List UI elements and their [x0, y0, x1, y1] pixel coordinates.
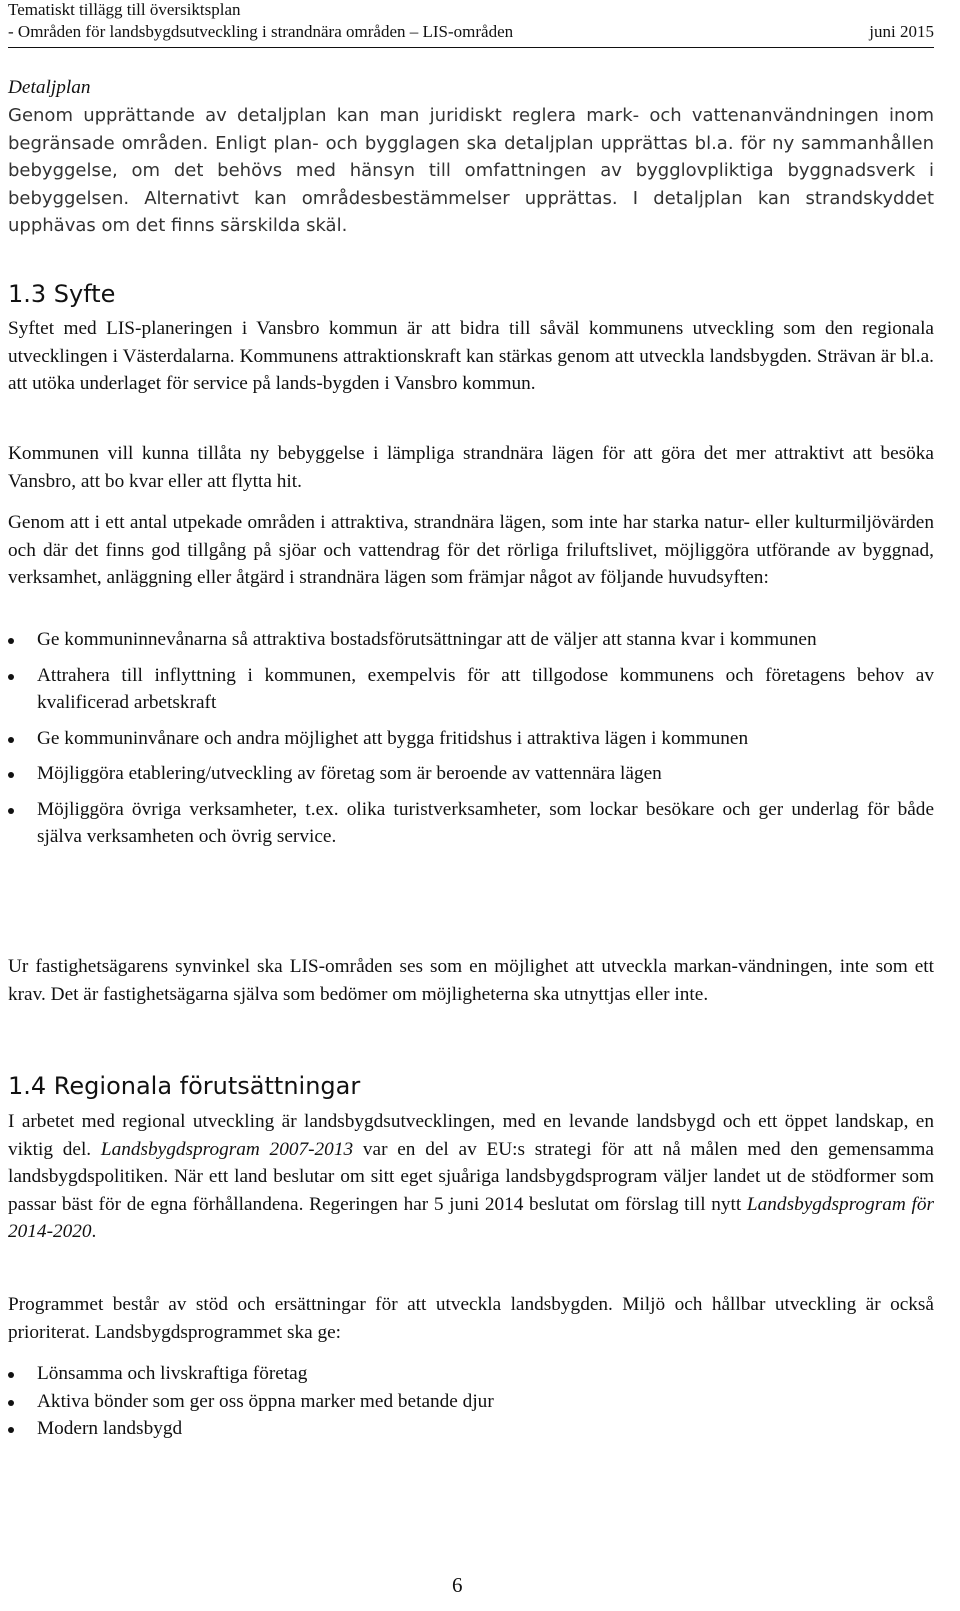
syfte-paragraph-3: Genom att i ett antal utpekade områden i attraktiva, strandnära lägen, som inte har starka natur- eller kulturmiljövärden och där det finns god tillgång på sjöar och vattendrag för det rörliga friluftslivet, möjliggöra utförande av byggnad, verksamhet, anläggning eller åtgärd i strandnära lägen som främjar något av följande huvudsyften: [8, 512, 934, 588]
list-item: Aktiva bönder som ger oss öppna marker med betande djur [8, 1388, 934, 1416]
list-item: Lönsamma och livskraftiga företag [8, 1360, 934, 1388]
bullet-icon [8, 1372, 14, 1378]
running-header [8, 0, 934, 48]
header-title: Tematiskt tillägg till översiktsplan [8, 0, 241, 19]
syfte-paragraph-4: Ur fastighetsägarens synvinkel ska LIS-områden ses som en möjlighet att utveckla markan-vändningen, inte som ett krav. Det är fastighetsägarna själva som bedömer om möjligheterna ska utnyttjas eller inte. [8, 956, 934, 1005]
bullet-icon [8, 737, 14, 743]
list-item: Möjliggöra etablering/utveckling av företag som är beroende av vattennära lägen [8, 760, 934, 788]
header-subtitle: - Områden för landsbygdsutveckling i strandnära områden – LIS-områden [8, 22, 514, 41]
bullet-icon [8, 1427, 14, 1433]
list-item: Ge kommuninnevånarna så attraktiva bostadsförutsättningar att de väljer att stanna kvar i kommunen [8, 626, 934, 654]
bullet-icon [8, 638, 14, 644]
list-item: Möjliggöra övriga verksamheter, t.ex. olika turistverksamheter, som lockar besökare och ger underlag för både själva verksamheten och övrig service. [8, 796, 934, 851]
bullet-icon [8, 1400, 14, 1406]
program-title-2014-2020: Landsbygdsprogram för 2014-2020 [8, 1193, 934, 1242]
section-heading-syfte: 1.3 Syfte [8, 280, 116, 308]
regionala-paragraph-1: I arbetet med regional utveckling är landsbygdsutvecklingen, med en levande landsbygd och ett öppet landskap, en viktig del. Landsbygdsprogram 2007-2013 var en del av EU:s strategi för att nå målen med den gemensamma landsbygdspolitiken. När ett land beslutar om sitt eget sjuåriga landsbygdsprogram väljer landet ut de stödformer som passar bäst för de egna förhållandena. Regeringen har 5 juni 2014 beslutat om förslag till nytt Landsbygdsprogram för 2014-2020. [8, 1111, 934, 1242]
list-item: Attrahera till inflyttning i kommunen, exempelvis för att tillgodose kommunens och företagens behov av kvalificerad arbetskraft [8, 662, 934, 717]
detaljplan-paragraph: Genom upprättande av detaljplan kan man juridiskt reglera mark- och vattenanvändningen inom begränsade områden. Enligt plan- och bygglagen ska detaljplan upprättas bl.a. för ny sammanhållen bebyggelse, om det behövs med hänsyn till omfattningen av bygglovpliktiga byggnadsverk i bebyggelsen. Alternativt kan områdesbestämmelser upprättas. I detaljplan kan strandskyddet upphävas om det finns särskilda skäl. [8, 105, 934, 237]
bullet-icon [8, 772, 14, 778]
regionala-goal-list [8, 1360, 934, 1443]
detaljplan-heading: Detaljplan [8, 77, 91, 98]
syfte-paragraph-1: Syftet med LIS-planeringen i Vansbro kommun är att bidra till såväl kommunens utveckling som den regionala utvecklingen i Västerdalarna. Kommunens attraktionskraft kan stärkas genom att utveckla landsbygden. Strävan är bl.a. att utöka underlaget för service på lands-bygden i Vansbro kommun. [8, 318, 934, 394]
list-item: Ge kommuninvånare och andra möjlighet att bygga fritidshus i attraktiva lägen i kommunen [8, 725, 934, 753]
bullet-icon [8, 808, 14, 814]
syfte-paragraph-2: Kommunen vill kunna tillåta ny bebyggelse i lämpliga strandnära lägen för att göra det mer attraktivt att besöka Vansbro, att bo kvar eller att flytta hit. [8, 443, 934, 492]
section-heading-regionala: 1.4 Regionala förutsättningar [8, 1072, 361, 1100]
page-number: 6 [452, 1573, 463, 1597]
syfte-goal-list [8, 626, 934, 851]
bullet-icon [8, 674, 14, 680]
header-divider [8, 47, 934, 48]
header-date: juni 2015 [869, 22, 934, 41]
program-title-2007-2013: Landsbygdsprogram 2007-2013 [100, 1138, 354, 1160]
regionala-paragraph-2: Programmet består av stöd och ersättningar för att utveckla landsbygden. Miljö och hållbar utveckling är också prioriterat. Landsbygdsprogrammet ska ge: [8, 1294, 934, 1343]
list-item: Modern landsbygd [8, 1415, 934, 1443]
